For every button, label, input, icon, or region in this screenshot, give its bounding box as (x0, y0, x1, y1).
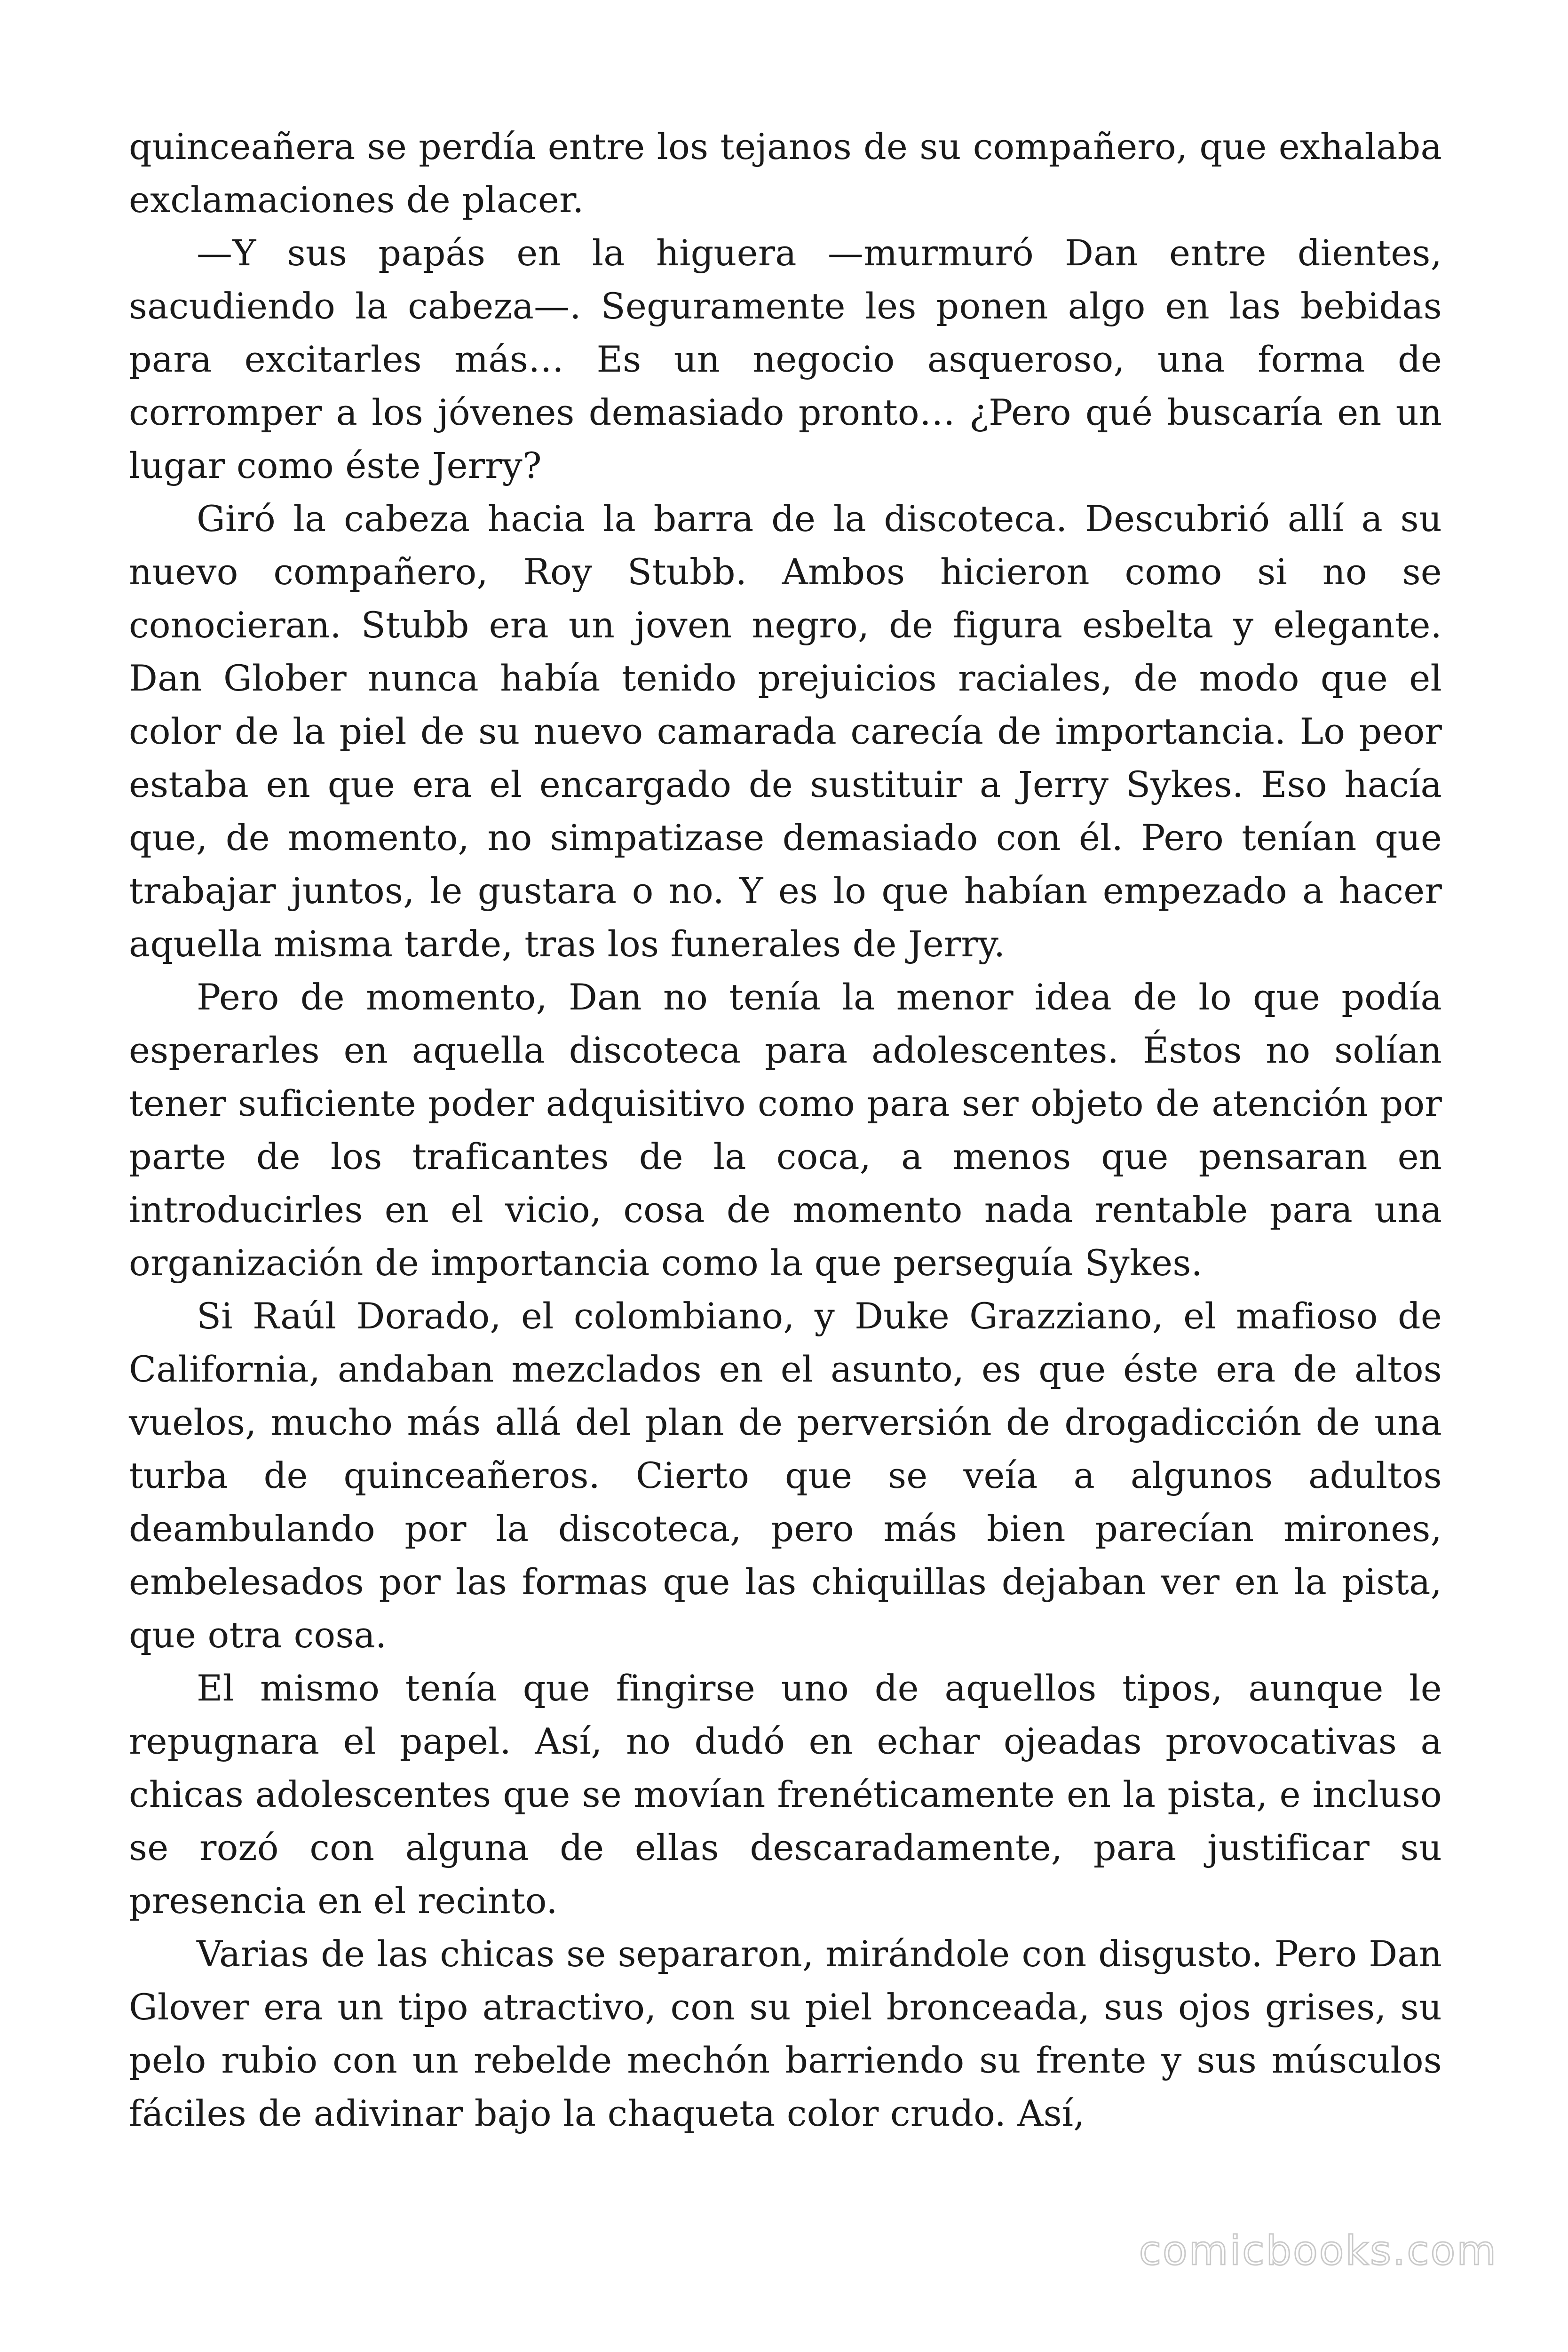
paragraph-last: Varias de las chicas se separaron, mirándole con disgusto. Pero Dan Glover era un tipo atractivo, con su piel bronceada, sus ojos grises, su pelo rubio con un rebelde mechón barriendo su frente y sus músculos fáciles de adivinar bajo la chaqueta color crudo. Así, (129, 1933, 1442, 2134)
page-body-text (129, 120, 1442, 2140)
paragraph-continuation: quinceañera se perdía entre los tejanos de su compañero, que exhalaba exclamaciones de placer. (129, 126, 1442, 221)
paragraph: Giró la cabeza hacia la barra de la discoteca. Descubrió allí a su nuevo compañero, Roy Stubb. Ambos hicieron como si no se conocieran. Stubb era un joven negro, de figura esbelta y elegante. Dan Glober nunca había tenido prejuicios raciales, de modo que el color de la piel de su nuevo camarada carecía de importancia. Lo peor estaba en que era el encargado de sustituir a Jerry Sykes. Eso hacía que, de momento, no simpatizase demasiado con él. Pero tenían que trabajar juntos, le gustara o no. Y es lo que habían empezado a hacer aquella misma tarde, tras los funerales de Jerry. (129, 498, 1442, 965)
paragraph: Pero de momento, Dan no tenía la menor idea de lo que podía esperarles en aquella discoteca para adolescentes. Éstos no solían tener suficiente poder adquisitivo como para ser objeto de atención por parte de los traficantes de la coca, a menos que pensaran en introducirles en el vicio, cosa de momento nada rentable para una organización de importancia como la que perseguía Sykes. (129, 976, 1442, 1284)
paragraph: Si Raúl Dorado, el colombiano, y Duke Grazziano, el mafioso de California, andaban mezclados en el asunto, es que éste era de altos vuelos, mucho más allá del plan de perversión de drogadicción de una turba de quinceañeros. Cierto que se veía a algunos adultos deambulando por la discoteca, pero más bien parecían mirones, embelesados por las formas que las chiquillas dejaban ver en la pista, que otra cosa. (129, 1295, 1442, 1656)
paragraph: El mismo tenía que fingirse uno de aquellos tipos, aunque le repugnara el papel. Así, no dudó en echar ojeadas provocativas a chicas adolescentes que se movían frenéticamente en la pista, e incluso se rozó con alguna de ellas descaradamente, para justificar su presencia en el recinto. (129, 1667, 1442, 1922)
paragraph-dialogue: —Y sus papás en la higuera —murmuró Dan entre dientes, sacudiendo la cabeza—. Seguramente les ponen algo en las bebidas para excitarles más… Es un negocio asqueroso, una forma de corromper a los jóvenes demasiado pronto… ¿Pero qué buscaría en un lugar como éste Jerry? (129, 232, 1442, 486)
watermark-logo: comicbooks.com (1139, 2227, 1497, 2274)
